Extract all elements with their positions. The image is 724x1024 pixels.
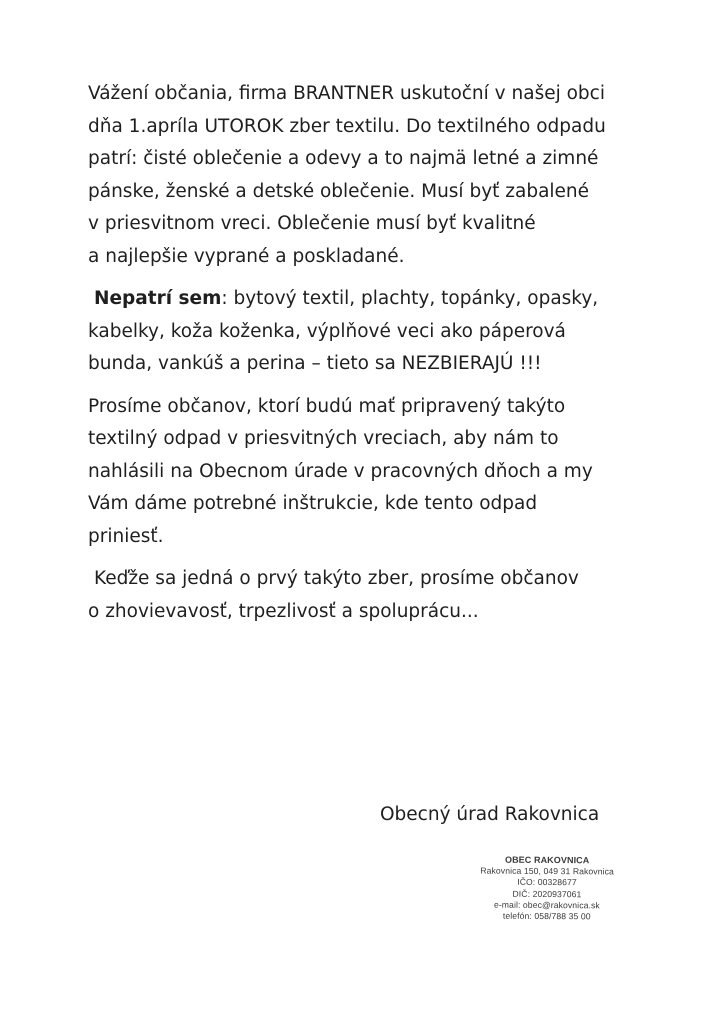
text-line: Vážení občania, firma BRANTNER uskutoční v našej obci: [88, 83, 605, 104]
paragraph-excluded-items: [88, 283, 658, 381]
text-line: Vám dáme potrebné inštrukcie, kde tento odpad: [88, 493, 538, 514]
text-line: o zhovievavosť, trpezlivosť a spoluprácu...: [88, 600, 479, 622]
letter-body: [88, 78, 658, 628]
text-line: v priesvitnom vreci. Oblečenie musí byť kvalitné: [88, 213, 536, 234]
text-line: a najlepšie vyprané a poskladané.: [88, 245, 405, 267]
text-line: [88, 283, 658, 316]
stamp-ico: IČO: 00328677: [517, 877, 577, 888]
text-line: kabelky, koža koženka, výplňové veci ako páperová: [88, 320, 566, 342]
signature: Obecný úrad Rakovnica: [380, 804, 600, 825]
text-line: pánske, ženské a detské oblečenie. Musí byť zabalené: [88, 180, 590, 202]
stamp-dic: DIČ: 2020937061: [512, 888, 582, 899]
text-line: Keďže sa jedná o prvý takýto zber, prosíme občanov: [94, 568, 579, 589]
stamp-address: Rakovnica 150, 049 31 Rakovnica: [480, 865, 614, 877]
excluded-heading: Nepatrí sem: [94, 288, 222, 309]
text-line: priniesť.: [88, 525, 164, 547]
stamp-title: OBEC RAKOVNICA: [504, 854, 590, 866]
text-line: dňa 1.apríla UTOROK zber textilu. Do textilného odpadu: [88, 115, 606, 137]
excluded-text: : bytový textil, plachty, topánky, opasky,: [221, 288, 599, 309]
text-line: patrí: čisté oblečenie a odevy a to najmä letné a zimné: [88, 148, 599, 169]
text-line: nahlásili na Obecnom úrade v pracovných dňoch a my: [88, 460, 593, 482]
paragraph-request: [88, 391, 658, 554]
stamp-email: e-mail: obec@rakovnica.sk: [493, 899, 600, 911]
paragraph-closing: [88, 563, 658, 628]
paragraph-announcement: [88, 78, 658, 273]
text-line: textilný odpad v priesvitných vreciach, aby nám to: [88, 428, 559, 449]
office-stamp: [462, 854, 632, 922]
text-line: Prosíme občanov, ktorí budú mať pripravený takýto: [88, 395, 566, 417]
stamp-phone: telefón: 058/788 35 00: [502, 910, 591, 922]
text-line: bunda, vankúš a perina – tieto sa NEZBIERAJÚ !!!: [88, 353, 542, 374]
